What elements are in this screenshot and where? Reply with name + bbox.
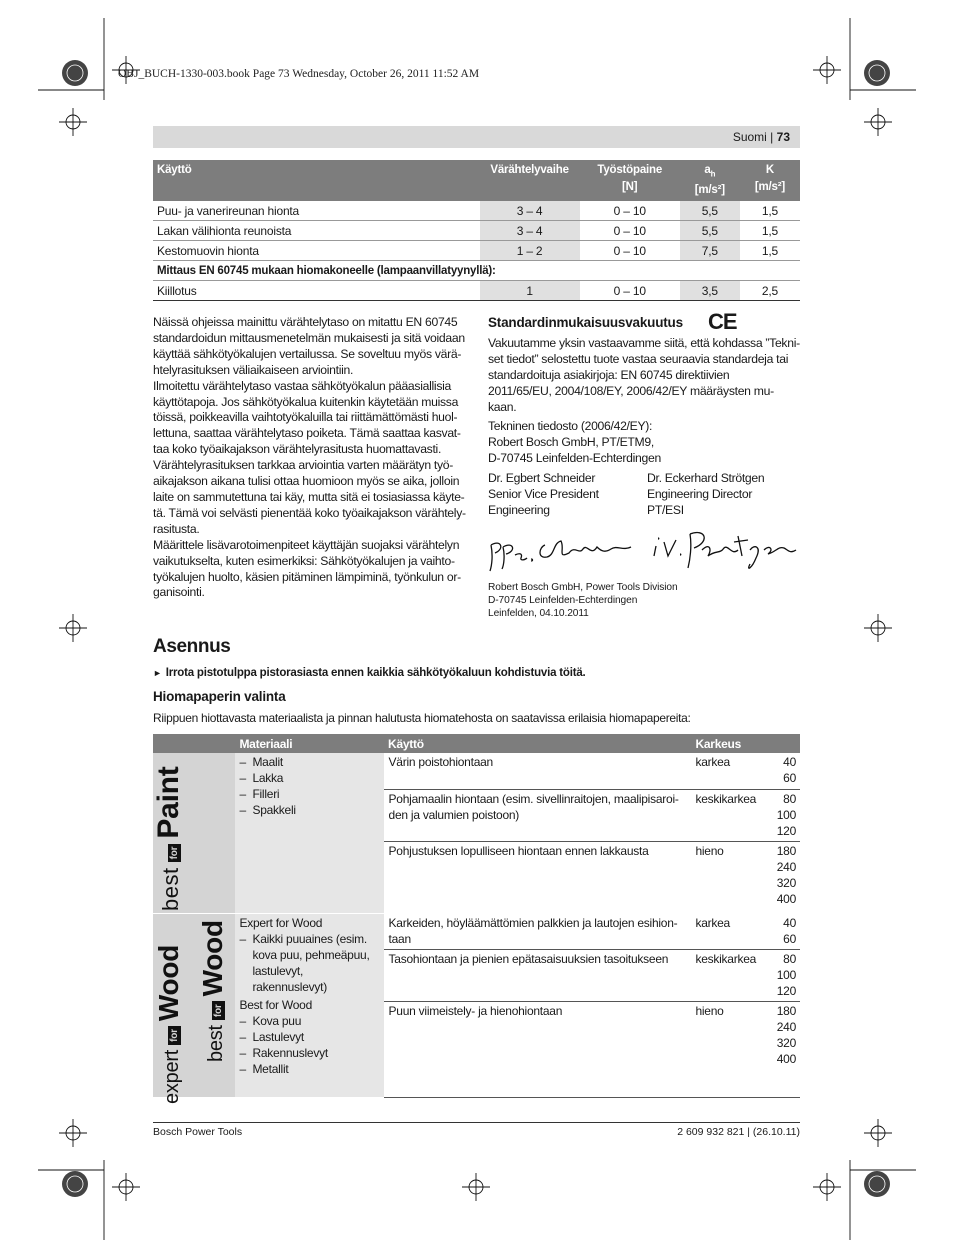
table-span-row: Mittaus EN 60745 mukaan hiomakoneelle (lampaanvillatyynyllä): — [153, 261, 800, 281]
table-row: Puu- ja vanerireunan hionta 3 – 4 0 – 10 5,5 1,5 — [153, 201, 800, 221]
table-row: Kiillotus 1 0 – 10 3,5 2,5 — [153, 281, 800, 301]
table-row: Kestomuovin hionta 1 – 2 0 – 10 7,5 1,5 — [153, 241, 800, 261]
col-ah: $a_h$ [m/s²] — [680, 160, 740, 201]
page-header — [153, 126, 800, 148]
col-level: Värähtelyvaihe — [480, 160, 580, 201]
signature-right — [650, 520, 800, 576]
vibration-notes: Näissä ohjeissa mainittu värähtelytaso on mitattu EN 60745 standardoidun mittausmenetelmän mukaisesti ja sitä voidaan käyttää sähkötyökalujen vertailussa. Se soveltuu myös värä- htelyrasituksen väliaikaiseen arviointiin. Ilmoitettu värähtelytaso vastaa sähkötyökalun pääasiallisia käyttötapoja. Jos sähkötyökalua kuitenkin käytetään muissa töissä, poikkeavilla vaihtotyökaluilla tai riittämättömästi huol- lettuna, saattaa värähtelytaso poiketa. Tämä saattaa kasvat- taa koko työaikajakson värähtelyrasitusta huomattavasti. Värähtelyrasituksen tarkkaa arviointia varten määrätyn työ- aikajakson aikana tulisi ottaa huomioon myös se aika, jolloin laite on sammutettuna tai käy, mutta sitä ei tosiasiassa käyte- tä. Tämä voi selvästi pienentää koko työaikajakson värähtely- rasitusta. Määrittele lisävarotoimenpiteet käyttäjän suojaksi värähtelyn vaikutukselta, kuten esimerkiksi: Sähkötyökalujen ja vaihto- työkalujen huolto, käsien pitäminen lämpiminä, työnkulun or- ganisointi. — [153, 315, 466, 600]
intro-text: Riippuen hiottavasta materiaalista ja pinnan halutusta hiomatehosta on saatavissa erilaisia hiomapapereita: — [153, 711, 691, 725]
sanding-paper-table: Materiaali Käyttö Karkeus best for Paint – Maalit – Lakka – Filleri – Spakkeli Värin poistohiontaan karkea 40 60 Pohjamaalin hiontaan (esim. sivellinraitojen, maalipisaroi-den ja valumien poistoon) keskikarkea 80 100 120 Pohjustuksen lopulliseen hiontaan ennen lakkausta hieno 180 240 320 400 expert for Wood best for Wood Expert for Wood – Kaikki puuaines (esim. kova puu, pehmeäpuu, lastulevyt, rakennuslevyt) Best for Wood – Kova puu – Lastulevyt – Rakennuslevyt – Metallit Karkeiden, höyläämättömien palkkien ja lautojen esihion-taan karkea 40 60 Tasohiontaan ja pienien epätasaisuuksien tasoitukseen keskikarkea 80 100 120 Puun viimeistely- ja hienohiontaan hieno 180 240 320 400 — [153, 734, 800, 1098]
signatory-right: Dr. Eckerhard Strötgen Engineering Director PT/ESI — [647, 471, 765, 517]
conformity-footer: Robert Bosch GmbH, Power Tools Division D-70745 Leinfelden-Echterdingen Leinfelden, 04.10.2011 — [488, 582, 678, 620]
best-for-wood-logo: best for Wood — [197, 919, 228, 1062]
col-material: Materiaali — [235, 734, 384, 753]
footer-rule — [153, 1122, 800, 1123]
technical-file: Tekninen tiedosto (2006/42/EY): Robert Bosch GmbH, PT/ETM9, D-70745 Leinfelden-Echterdingen — [488, 419, 661, 465]
vibration-table — [153, 160, 800, 301]
page-number: 73 — [776, 130, 790, 144]
footer-right: 2 609 932 821 | (26.10.11) — [677, 1126, 800, 1138]
wood-logos — [153, 913, 235, 1104]
col-pressure: Työstöpaine [N] — [580, 160, 680, 201]
wood-materials: Expert for Wood – Kaikki puuaines (esim. kova puu, pehmeäpuu, lastulevyt, rakennuslevyt) Best for Wood – Kova puu – Lastulevyt – Rakennuslevyt – Metallit — [235, 913, 384, 1097]
footer-left: Bosch Power Tools — [153, 1126, 243, 1138]
col-use: Käyttö — [384, 734, 691, 753]
page-header-text: Suomi | 73 — [732, 130, 790, 144]
book-line: OBJ_BUCH-1330-003.book Page 73 Wednesday, October 26, 2011 11:52 AM — [118, 68, 480, 80]
signature-left — [487, 525, 637, 575]
conformity-text: Vakuutamme yksin vastaavamme siitä, että kohdassa ”Tekni- set tiedot” selostettu tuote vastaa seuraavia standardeja tai standardoituja asiakirjoja: EN 60745 direktiivien 2011/65/EU, 2004/108/EY, 2006/42/EY määräysten mu- kaan. — [488, 336, 800, 414]
conformity-title: Standardinmukaisuusvakuutus — [488, 315, 683, 330]
col-use: Käyttö — [153, 160, 480, 201]
subsection-title: Hiomapaperin valinta — [153, 689, 286, 704]
expert-for-wood-logo: expert for Wood — [153, 944, 184, 1104]
signatory-left: Dr. Egbert Schneider Senior Vice President Engineering — [488, 471, 599, 517]
col-grit: Karkeus — [691, 734, 761, 753]
warning-line: ► Irrota pistotulppa pistorasiasta ennen kaikkia sähkötyökaluun kohdistuvia töitä. — [153, 667, 586, 679]
table-row: Lakan välihionta reunoista 3 – 4 0 – 10 5,5 1,5 — [153, 221, 800, 241]
ce-mark-icon: CE — [708, 309, 737, 334]
col-k: K [m/s²] — [740, 160, 800, 201]
warning-marker-icon: ► — [153, 668, 162, 678]
best-for-paint-logo: best for Paint — [153, 753, 235, 913]
section-title: Asennus — [153, 636, 231, 657]
paint-materials: – Maalit – Lakka – Filleri – Spakkeli — [235, 753, 384, 913]
